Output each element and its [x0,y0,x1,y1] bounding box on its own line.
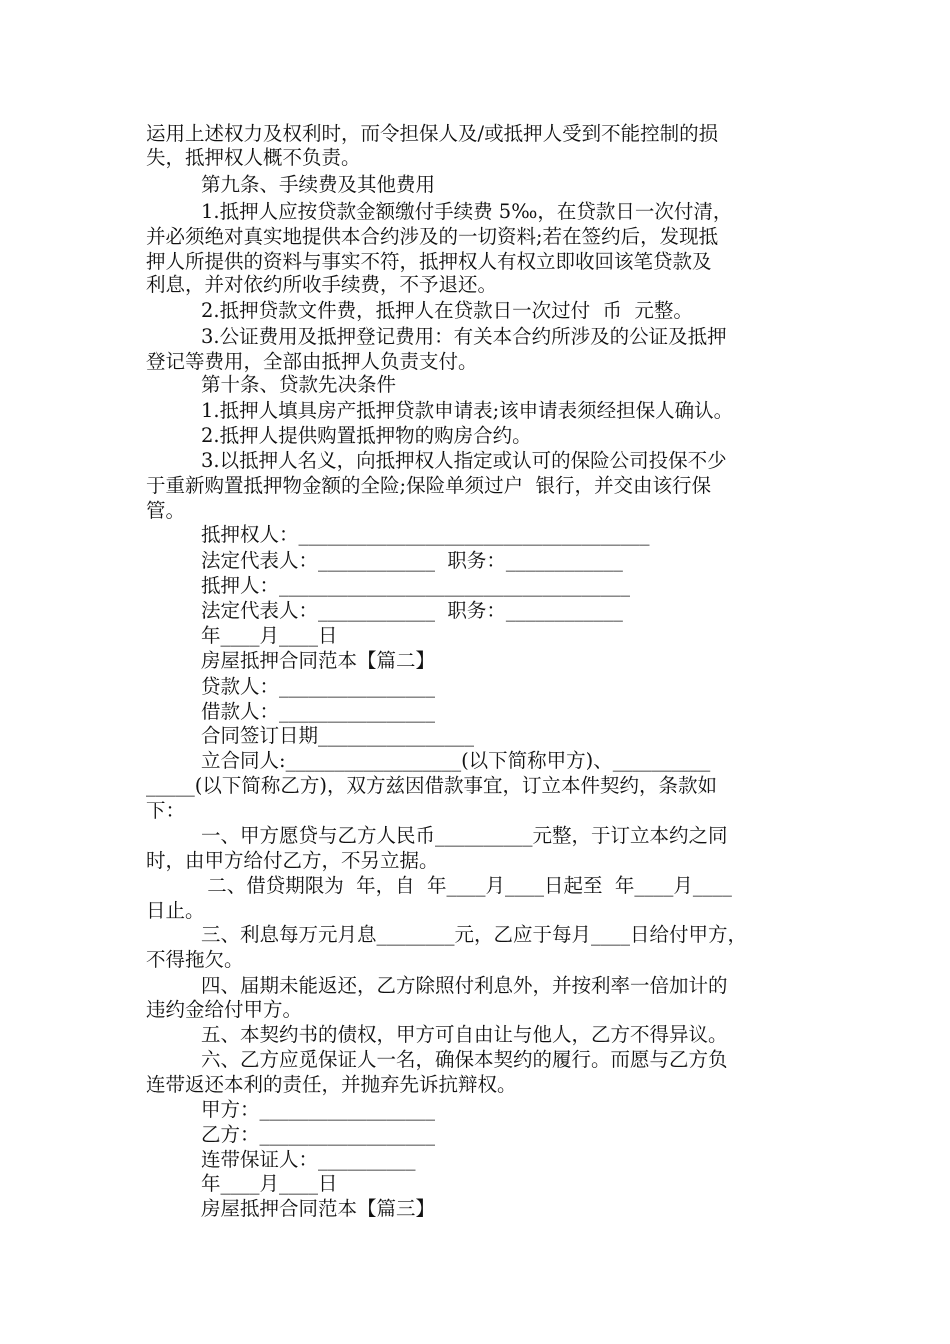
text-line: 失，抵押权人概不负责。 [146,146,361,169]
text-line: 下： [146,799,186,822]
text-line: 五、本契约书的债权，甲方可自由让与他人，乙方不得异议。 [201,1023,728,1046]
section-heading: 第十条、贷款先决条件 [201,373,397,396]
signature-line: 合同签订日期________________ [201,724,475,747]
text-line: 2.抵押贷款文件费，抵押人在贷款日一次过付 币 元整。 [201,299,693,322]
text-line: 立合同人:__________________(以下简称甲方)、__________ [201,749,711,772]
text-line: 运用上述权力及权利时，而令担保人及/或抵押人受到不能控制的损 [146,122,719,145]
text-line: 违约金给付甲方。 [146,998,303,1021]
signature-line: 甲方：__________________ [201,1098,436,1121]
signature-line: 贷款人：________________ [201,675,436,698]
signature-line: 法定代表人：____________ 职务：____________ [201,599,623,622]
text-line: 登记等费用，全部由抵押人负责支付。 [146,350,478,373]
signature-line: 抵押人：____________________________________ [201,574,631,597]
text-line: 3.以抵押人名义，向抵押权人指定或认可的保险公司投保不少 [201,449,727,472]
section-title: 房屋抵押合同范本【篇二】 [201,649,436,672]
text-line: 六、乙方应觅保证人一名，确保本契约的履行。而愿与乙方负 [201,1048,728,1071]
signature-line: 乙方：__________________ [201,1123,436,1146]
text-line: 3.公证费用及抵押登记费用：有关本合约所涉及的公证及抵押 [201,325,727,348]
signature-line: 连带保证人：__________ [201,1148,416,1171]
text-line: 管。 [146,499,186,522]
text-line: _____(以下简称乙方)，双方兹因借款事宜，订立本件契约，条款如 [146,774,717,797]
text-line: 三、利息每万元月息________元，乙应于每月____日给付甲方， [201,923,748,946]
signature-line: 法定代表人：____________ 职务：____________ [201,549,623,572]
date-line: 年____月____日 [201,1172,338,1195]
section-heading: 第九条、手续费及其他费用 [201,173,436,196]
text-line: 四、届期未能返还，乙方除照付利息外，并按利率一倍加计的 [201,974,728,997]
date-line: 年____月____日 [201,624,338,647]
text-line: 日止。 [146,899,205,922]
text-line: 连带返还本利的责任，并抛弃先诉抗辩权。 [146,1073,517,1096]
text-line: 1.抵押人填具房产抵押贷款申请表;该申请表须经担保人确认。 [201,399,734,422]
text-line: 时，由甲方给付乙方，不另立据。 [146,849,439,872]
section-title: 房屋抵押合同范本【篇三】 [201,1197,436,1220]
text-line: 二、借贷期限为 年，自 年____月____日起至 年____月____ [201,874,732,897]
text-line: 1.抵押人应按贷款金额缴付手续费 5‰，在贷款日一次付清， [201,200,733,223]
text-line: 利息，并对依约所收手续费，不予退还。 [146,273,498,296]
text-line: 并必须绝对真实地提供本合约涉及的一切资料;若在签约后，发现抵 [146,225,719,248]
text-line: 押人所提供的资料与事实不符，抵押权人有权立即收回该笔贷款及 [146,250,712,273]
text-line: 一、甲方愿贷与乙方人民币__________元整，于订立本约之同 [201,824,728,847]
text-line: 不得拖欠。 [146,948,244,971]
text-line: 2.抵押人提供购置抵押物的购房合约。 [201,424,532,447]
signature-line: 抵押权人：____________________________________ [201,523,650,546]
signature-line: 借款人：________________ [201,700,436,723]
text-line: 于重新购置抵押物金额的全险;保险单须过户 银行，并交由该行保 [146,474,711,497]
